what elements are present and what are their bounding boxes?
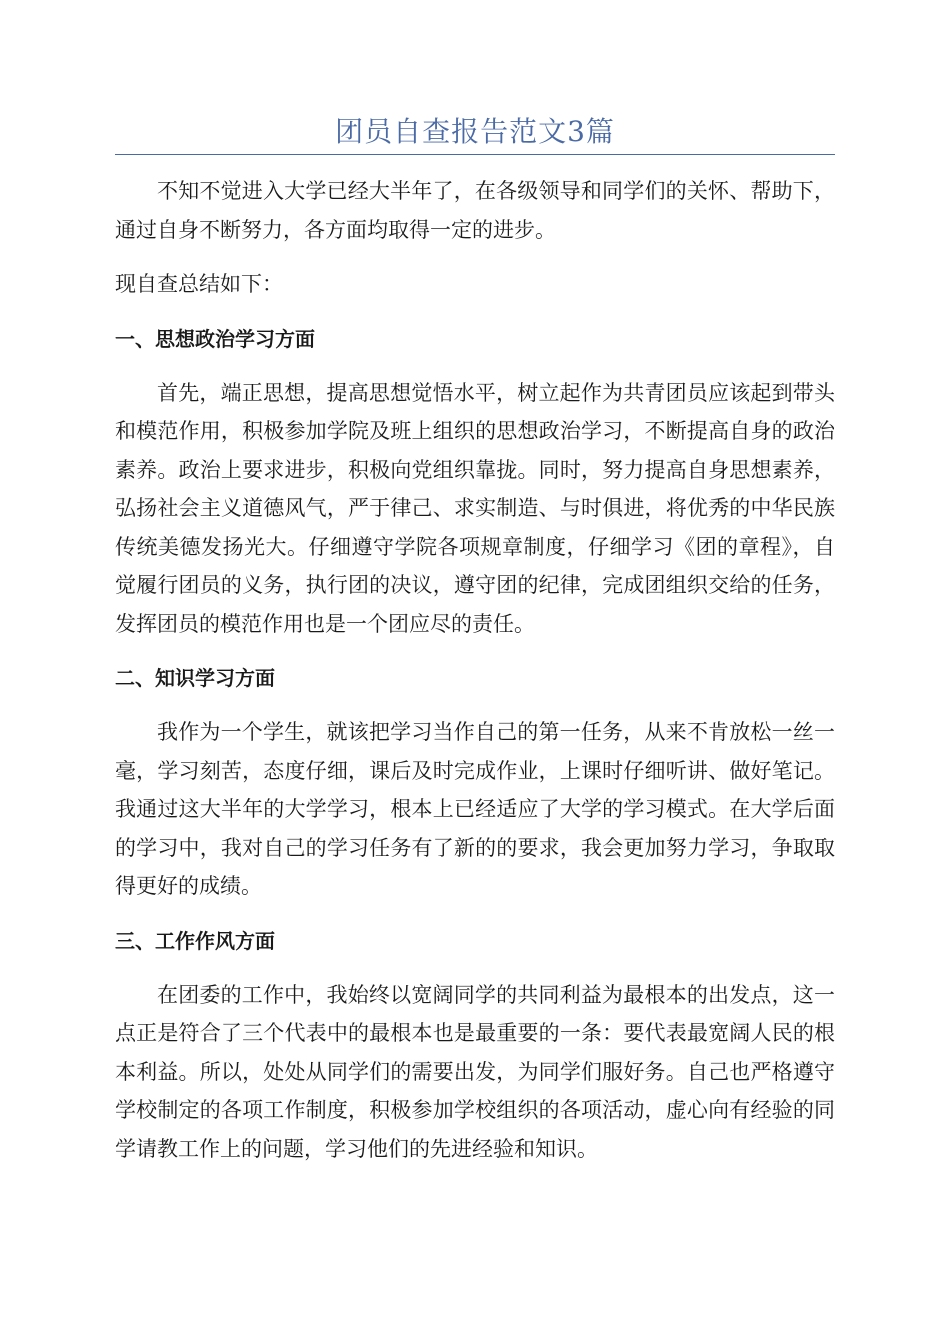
- section-heading-work-style: 三、工作作风方面: [115, 928, 275, 953]
- title-underline: [115, 154, 835, 155]
- section-heading-political: 一、思想政治学习方面: [115, 326, 315, 351]
- intro-paragraph: 不知不觉进入大学已经大半年了，在各级领导和同学们的关怀、帮助下，通过自身不断努力，各方面均取得一定的进步。: [115, 179, 835, 242]
- document-body: [115, 172, 835, 1184]
- summary-lead: 现自查总结如下：: [115, 272, 283, 296]
- section-text-study: 我作为一个学生，就该把学习当作自己的第一任务，从来不肯放松一丝一毫，学习刻苦，态度仔细，课后及时完成作业，上课时仔细听讲、做好笔记。我通过这大半年的大学学习，根本上已经适应了大学的学习模式。在大学后面的学习中，我对自己的学习任务有了新的的要求，我会更加努力学习，争取取得更好的成绩。: [115, 720, 835, 898]
- section-text-work-style: 在团委的工作中，我始终以宽阔同学的共同利益为最根本的出发点，这一点正是符合了三个代表中的最根本也是最重要的一条：要代表最宽阔人民的根本利益。所以，处处从同学们的需要出发，为同学们服好务。自己也严格遵守学校制定的各项工作制度，积极参加学校组织的各项活动，虚心向有经验的同学请教工作上的问题，学习他们的先进经验和知识。: [115, 982, 835, 1161]
- section-heading-study: 二、知识学习方面: [115, 666, 275, 690]
- section-text-political: 首先，端正思想，提高思想觉悟水平，树立起作为共青团员应该起到带头和模范作用，积极参加学院及班上组织的思想政治学习，不断提高自身的政治素养。政治上要求进步，积极向党组织靠拢。同时，努力提高自身思想素养，弘扬社会主义道德风气，严于律己、求实制造、与时俱进，将优秀的中华民族传统美德发扬光大。仔细遵守学院各项规章制度，仔细学习《团的章程》，自觉履行团员的义务，执行团的决议，遵守团的纪律，完成团组织交给的任务，发挥团员的模范作用也是一个团应尽的责任。: [115, 380, 835, 636]
- document-title: 团员自查报告范文3篇: [335, 115, 615, 148]
